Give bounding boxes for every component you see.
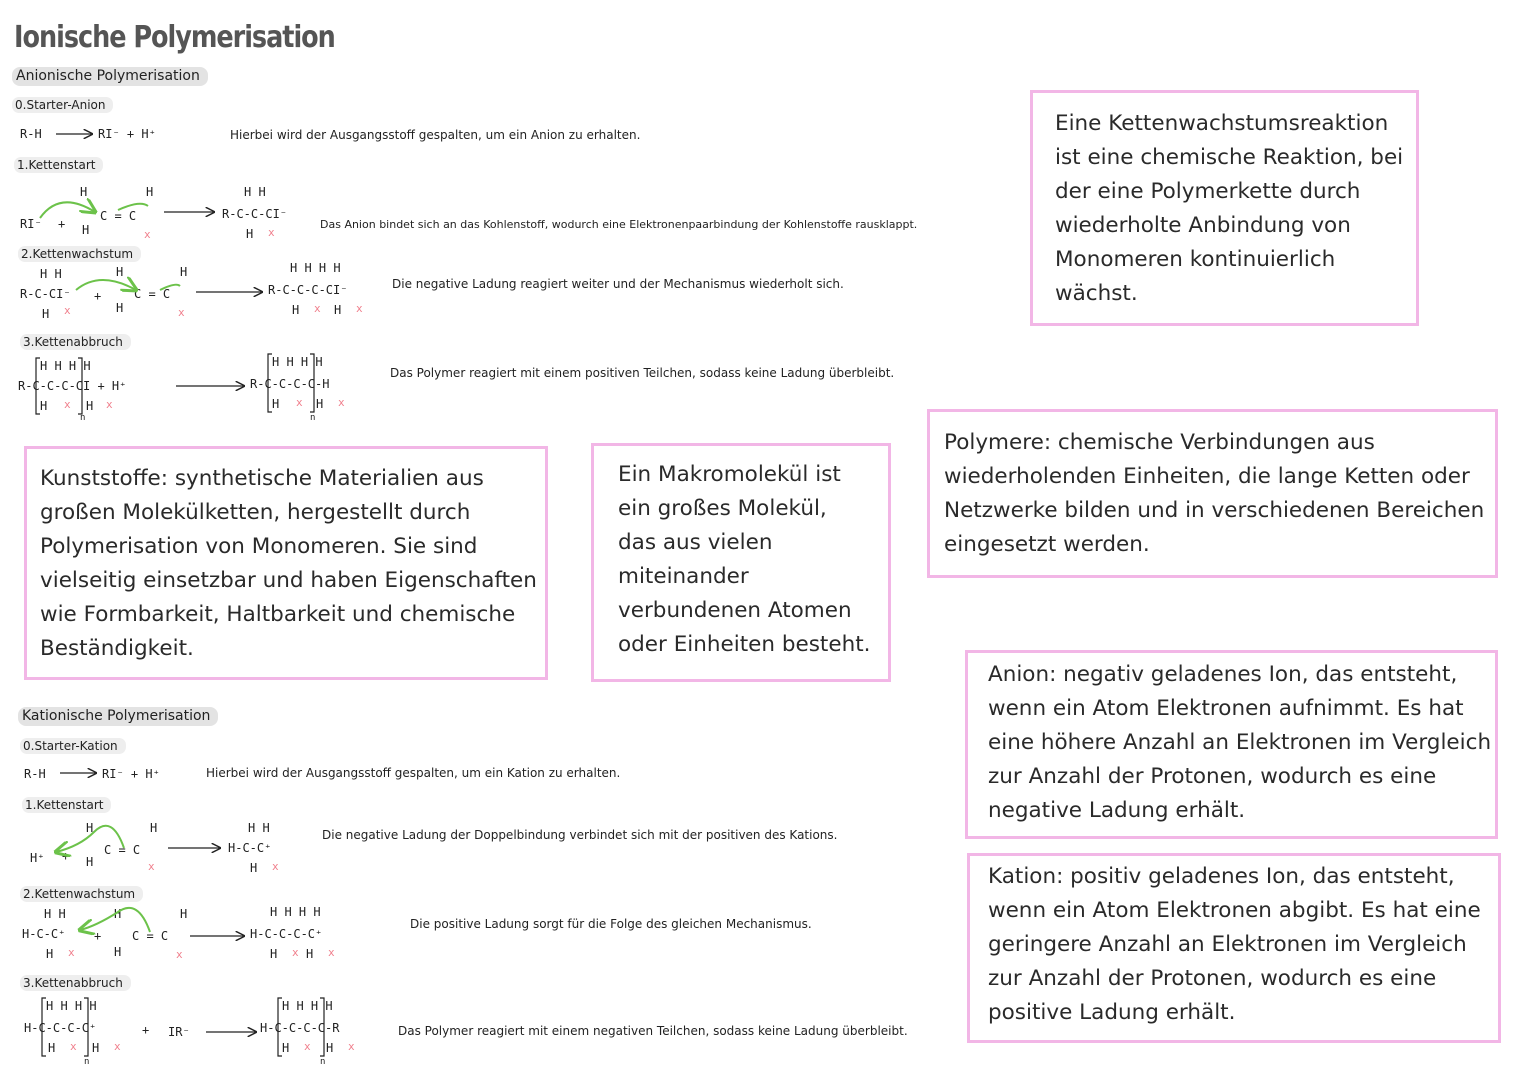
svg-text:H: H [282, 1041, 290, 1055]
anionic-step3-drawing [18, 354, 345, 423]
cationic-step3-label: 3.Kettenabbruch [20, 975, 131, 991]
anion-definition-box: Anion: negativ geladenes Ion, das entsteht, wenn ein Atom Elektronen aufnimmt. Es hat eine höhere Anzahl an Elektronen im Vergleich zur Anzahl der Protonen, wodurch es eine negative Ladung erhält. [965, 650, 1498, 839]
page-title: Ionische Polymerisation [14, 20, 335, 55]
cationic-step2-label: 2.Kettenwachstum [20, 886, 143, 902]
cationic-step1-label: 1.Kettenstart [22, 797, 111, 813]
svg-text:H H H H: H H H H [290, 261, 341, 275]
svg-text:+: + [94, 289, 102, 303]
svg-text:n: n [84, 1057, 90, 1067]
svg-text:x: x [144, 228, 151, 241]
kunststoffe-definition-box: Kunststoffe: synthetische Materialien aus großen Molekülketten, hergestellt durch Polymerisation von Monomeren. Sie sind vielseitig einsetzbar und haben Eigenschaften wie Formbarkeit, Haltbarkeit und chemische Beständigkeit. [24, 446, 548, 680]
anionic-step1-note: Das Anion bindet sich an das Kohlenstoff, wodurch eine Elektronenpaarbindung der Kohlenstoffe rausklappt. [320, 218, 918, 231]
cationic-step0-label: 0.Starter-Kation [20, 738, 126, 754]
svg-text:x: x [272, 860, 279, 873]
svg-text:H: H [40, 399, 48, 413]
anionic-step1-label: 1.Kettenstart [14, 157, 103, 173]
svg-text:H H H H: H H H H [282, 999, 333, 1013]
svg-text:+: + [142, 1023, 150, 1037]
svg-text:H: H [82, 223, 90, 237]
svg-text:R-C-C-C-CI + H⁺: R-C-C-C-CI + H⁺ [18, 379, 127, 393]
svg-text:H: H [46, 947, 54, 961]
cationic-step2-note: Die positive Ladung sorgt für die Folge des gleichen Mechanismus. [410, 917, 812, 931]
svg-text:H: H [92, 1041, 100, 1055]
svg-text:H H H H: H H H H [40, 359, 91, 373]
svg-text:x: x [176, 948, 183, 961]
kation-definition-box: Kation: positiv geladenes Ion, das entsteht, wenn ein Atom Elektronen abgibt. Es hat eine geringere Anzahl an Elektronen im Vergleich zur Anzahl der Protonen, wodurch es eine positive Ladung erhält. [967, 853, 1501, 1043]
svg-text:x: x [178, 306, 185, 319]
svg-text:n: n [320, 1057, 326, 1067]
svg-text:x: x [106, 398, 113, 411]
svg-text:H-C-C⁺: H-C-C⁺ [22, 927, 66, 941]
svg-text:H: H [146, 185, 154, 199]
svg-text:H: H [48, 1041, 56, 1055]
svg-text:H H: H H [248, 821, 270, 835]
svg-text:x: x [148, 860, 155, 873]
svg-text:x: x [114, 1040, 121, 1053]
cationic-step0-left: R-H [24, 767, 46, 781]
anionic-step2-label: 2.Kettenwachstum [18, 246, 141, 262]
svg-text:R-C-C-CI⁻: R-C-C-CI⁻ [222, 207, 288, 221]
anionic-step0-right: RI⁻ + H⁺ [98, 127, 156, 141]
svg-text:H: H [86, 399, 94, 413]
svg-text:C = C: C = C [100, 209, 137, 223]
anionic-step2-drawing [20, 261, 363, 321]
svg-text:+: + [62, 849, 70, 863]
svg-text:H-C-C-C-C⁺: H-C-C-C-C⁺ [24, 1021, 97, 1035]
svg-text:H: H [80, 185, 88, 199]
cationic-step0-equation [24, 767, 160, 781]
svg-text:C = C: C = C [134, 287, 171, 301]
anionic-step2-note: Die negative Ladung reagiert weiter und der Mechanismus wiederholt sich. [392, 277, 844, 291]
svg-text:x: x [64, 398, 71, 411]
anionic-heading: Anionische Polymerisation [12, 67, 208, 86]
svg-text:x: x [356, 302, 363, 315]
svg-text:+: + [94, 929, 102, 943]
svg-text:H: H [42, 307, 50, 321]
cationic-step3-drawing [24, 998, 355, 1067]
makromolekuel-definition-box: Ein Makromolekül ist ein großes Molekül, das aus vielen miteinander verbundenen Atomen oder Einheiten besteht. [591, 443, 891, 682]
svg-text:H-C-C-C-C-R: H-C-C-C-C-R [260, 1021, 340, 1035]
svg-text:H⁺: H⁺ [30, 851, 45, 865]
svg-text:x: x [70, 1040, 77, 1053]
svg-text:H: H [272, 397, 280, 411]
cationic-step0-note: Hierbei wird der Ausgangsstoff gespalten, um ein Kation zu erhalten. [206, 766, 621, 780]
svg-text:H H H H: H H H H [272, 355, 323, 369]
svg-text:H: H [180, 907, 188, 921]
svg-text:H: H [270, 947, 278, 961]
svg-text:H: H [326, 1041, 334, 1055]
svg-text:H H H H: H H H H [270, 905, 321, 919]
anionic-step0-equation [20, 127, 156, 141]
svg-text:H H: H H [40, 267, 62, 281]
cationic-step2-drawing [22, 905, 335, 961]
svg-text:C = C: C = C [104, 843, 141, 857]
svg-text:x: x [314, 302, 321, 315]
svg-text:H: H [316, 397, 324, 411]
anionic-step0-left: R-H [20, 127, 42, 141]
svg-text:H: H [180, 265, 188, 279]
cationic-step0-right: RI⁻ + H⁺ [102, 767, 160, 781]
svg-text:H: H [150, 821, 158, 835]
cationic-step1-note: Die negative Ladung der Doppelbindung verbindet sich mit der positiven des Kations. [322, 828, 838, 842]
svg-text:C = C: C = C [132, 929, 169, 943]
svg-text:x: x [348, 1040, 355, 1053]
anionic-step0-label: 0.Starter-Anion [12, 97, 113, 113]
svg-text:H: H [86, 821, 94, 835]
anionic-step1-drawing [20, 185, 287, 241]
svg-text:x: x [296, 396, 303, 409]
cationic-heading: Kationische Polymerisation [18, 707, 218, 726]
cationic-step1-drawing [30, 821, 279, 875]
svg-text:x: x [304, 1040, 311, 1053]
anionic-step3-note: Das Polymer reagiert mit einem positiven Teilchen, sodass keine Ladung überbleibt. [390, 366, 895, 380]
svg-text:x: x [338, 396, 345, 409]
svg-text:H H: H H [244, 185, 266, 199]
svg-text:H: H [114, 945, 122, 959]
svg-text:H: H [246, 227, 254, 241]
kettenwachstum-definition-box: Eine Kettenwachstumsreaktion ist eine chemische Reaktion, bei der eine Polymerkette durch wiederholte Anbindung von Monomeren kontinuierlich wächst. [1030, 90, 1419, 326]
svg-text:R-C-CI⁻: R-C-CI⁻ [20, 287, 71, 301]
svg-text:H: H [114, 907, 122, 921]
anionic-step0-note: Hierbei wird der Ausgangsstoff gespalten, um ein Anion zu erhalten. [230, 128, 641, 142]
cationic-step3-note: Das Polymer reagiert mit einem negativen Teilchen, sodass keine Ladung überbleibt. [398, 1024, 908, 1038]
svg-text:x: x [68, 946, 75, 959]
svg-text:H: H [86, 855, 94, 869]
svg-text:H: H [334, 303, 342, 317]
svg-text:+: + [58, 217, 66, 231]
svg-text:x: x [292, 946, 299, 959]
svg-text:R-C-C-C-CI⁻: R-C-C-C-CI⁻ [268, 283, 348, 297]
svg-text:H: H [250, 861, 258, 875]
svg-text:H-C-C-C-C⁺: H-C-C-C-C⁺ [250, 927, 323, 941]
svg-text:H: H [116, 265, 124, 279]
svg-text:H-C-C⁺: H-C-C⁺ [228, 841, 272, 855]
svg-text:x: x [268, 226, 275, 239]
svg-text:x: x [328, 946, 335, 959]
svg-text:n: n [310, 413, 316, 423]
svg-text:H: H [292, 303, 300, 317]
svg-text:H H: H H [44, 907, 66, 921]
svg-text:n: n [80, 413, 86, 423]
svg-text:H: H [116, 301, 124, 315]
svg-text:RI⁻: RI⁻ [20, 217, 42, 231]
polymere-definition-box: Polymere: chemische Verbindungen aus wiederholenden Einheiten, die lange Ketten oder Netzwerke bilden und in verschiedenen Bereichen eingesetzt werden. [927, 409, 1498, 578]
svg-text:H H H H: H H H H [46, 999, 97, 1013]
svg-text:R-C-C-C-C-H: R-C-C-C-C-H [250, 377, 330, 391]
svg-text:IR⁻: IR⁻ [168, 1025, 190, 1039]
svg-text:H: H [306, 947, 314, 961]
svg-text:x: x [64, 304, 71, 317]
anionic-step3-label: 3.Kettenabbruch [20, 334, 131, 350]
